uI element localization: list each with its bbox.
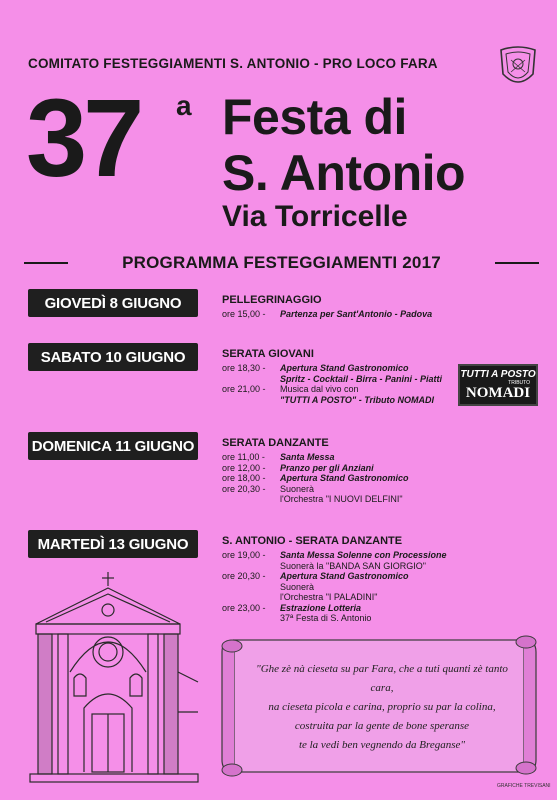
event-desc: Suonerà bbox=[280, 581, 315, 592]
day-events-2 bbox=[222, 348, 442, 405]
event-desc: Suonerà la "BANDA SAN GIORGIO" bbox=[280, 560, 426, 571]
event-desc: Partenza per Sant'Antonio - Padova bbox=[280, 309, 433, 319]
event-desc: Spritz - Cocktail - Birra - Panini - Piatti bbox=[280, 373, 443, 384]
event-time: ore 19,00 - bbox=[222, 550, 266, 560]
event-desc: Santa Messa Solenne con Processione bbox=[280, 550, 447, 560]
band-logo-nomadi: NOMADI bbox=[465, 385, 531, 401]
event-row bbox=[222, 571, 447, 582]
event-desc: "TUTTI A POSTO" - Tributo NOMADI bbox=[280, 394, 435, 405]
heading-rule-left bbox=[24, 262, 68, 264]
crest-icon bbox=[497, 44, 539, 90]
event-row bbox=[222, 494, 409, 505]
event-desc: 37ª Festa di S. Antonio bbox=[280, 613, 372, 623]
event-row bbox=[222, 550, 447, 561]
event-row bbox=[222, 613, 447, 624]
event-title: SERATA DANZANTE bbox=[222, 437, 329, 449]
day-events-3 bbox=[222, 437, 409, 505]
band-logo-name: TUTTI A POSTO bbox=[460, 369, 536, 380]
event-time: ore 23,00 - bbox=[222, 602, 266, 613]
day-label-3: DOMENICA 11 GIUGNO bbox=[28, 432, 198, 460]
event-time bbox=[222, 374, 280, 385]
event-row bbox=[222, 395, 442, 406]
event-row bbox=[222, 484, 409, 495]
event-desc: Suonerà bbox=[280, 483, 315, 494]
event-desc: Estrazione Lotteria bbox=[280, 602, 362, 613]
event-row bbox=[222, 582, 447, 593]
day-label-2: SABATO 10 GIUGNO bbox=[28, 343, 198, 371]
venue: Via Torricelle bbox=[222, 200, 408, 233]
dialect-poem bbox=[252, 660, 512, 755]
event-time: ore 20,30 - bbox=[222, 483, 266, 494]
event-time bbox=[222, 613, 280, 624]
event-desc: Santa Messa bbox=[280, 452, 335, 462]
event-row bbox=[222, 592, 447, 603]
event-time: ore 18,00 - bbox=[222, 473, 266, 483]
event-row bbox=[222, 452, 409, 463]
edition-superscript: a bbox=[176, 90, 192, 121]
edition-number: 37 bbox=[26, 77, 141, 200]
event-desc: Musica dal vivo con bbox=[280, 384, 359, 394]
band-logo-tributo: TRIBUTO bbox=[508, 380, 530, 386]
festival-title-line1: Festa di bbox=[222, 89, 407, 145]
event-time: ore 15,00 - bbox=[222, 309, 266, 319]
event-title: SERATA GIOVANI bbox=[222, 348, 314, 360]
event-row bbox=[222, 384, 442, 395]
event-time bbox=[222, 592, 280, 603]
event-row bbox=[222, 363, 442, 374]
event-title: S. ANTONIO - SERATA DANZANTE bbox=[222, 535, 403, 547]
poem-line: costruita par la gente de bone speranse bbox=[294, 720, 470, 732]
poem-line: te la vedi ben vegnendo da Breganse" bbox=[298, 739, 466, 751]
event-time: ore 12,00 - bbox=[222, 462, 266, 473]
poem-line: na cieseta picola e carina, proprio su par la colina, bbox=[268, 701, 496, 713]
band-logo bbox=[458, 364, 538, 406]
event-time: ore 11,00 - bbox=[222, 452, 265, 462]
printer-credit: GRAFICHE TREVISANI bbox=[497, 783, 551, 789]
day-events-1 bbox=[222, 294, 432, 320]
event-row bbox=[222, 561, 447, 572]
event-row bbox=[222, 473, 409, 484]
event-time bbox=[222, 395, 280, 406]
event-desc: l'Orchestra "I PALADINI" bbox=[280, 592, 378, 602]
event-desc: Apertura Stand Gastronomico bbox=[280, 571, 409, 581]
day-label-1: GIOVEDÌ 8 GIUGNO bbox=[28, 289, 198, 317]
festival-title-line2: S. Antonio bbox=[222, 145, 466, 201]
church-illustration bbox=[28, 572, 200, 784]
event-row bbox=[222, 603, 447, 614]
event-desc: Apertura Stand Gastronomico bbox=[280, 363, 409, 373]
event-time: ore 18,30 - bbox=[222, 363, 266, 373]
event-time bbox=[222, 582, 280, 593]
program-heading-text: PROGRAMMA FESTEGGIAMENTI 2017 bbox=[122, 253, 441, 272]
committee-name: COMITATO FESTEGGIAMENTI S. ANTONIO - PRO LOCO FARA bbox=[28, 56, 438, 71]
event-desc: Pranzo per gli Anziani bbox=[280, 462, 374, 473]
event-title: PELLEGRINAGGIO bbox=[222, 294, 322, 306]
event-time: ore 21,00 - bbox=[222, 384, 266, 394]
event-time: ore 20,30 - bbox=[222, 571, 266, 581]
event-time bbox=[222, 561, 280, 572]
event-desc: l'Orchestra "I NUOVI DELFINI" bbox=[280, 494, 403, 504]
event-row bbox=[222, 309, 432, 320]
day-events-4 bbox=[222, 535, 447, 624]
event-time bbox=[222, 494, 280, 505]
event-row bbox=[222, 374, 442, 385]
heading-rule-right bbox=[495, 262, 539, 264]
event-desc: Apertura Stand Gastronomico bbox=[280, 473, 409, 483]
poem-line: "Ghe zè nà cieseta su par Fara, che a tuti quanti zè tanto cara, bbox=[256, 663, 508, 694]
program-heading bbox=[24, 253, 539, 273]
day-label-4: MARTEDÌ 13 GIUGNO bbox=[28, 530, 198, 558]
event-row bbox=[222, 463, 409, 474]
